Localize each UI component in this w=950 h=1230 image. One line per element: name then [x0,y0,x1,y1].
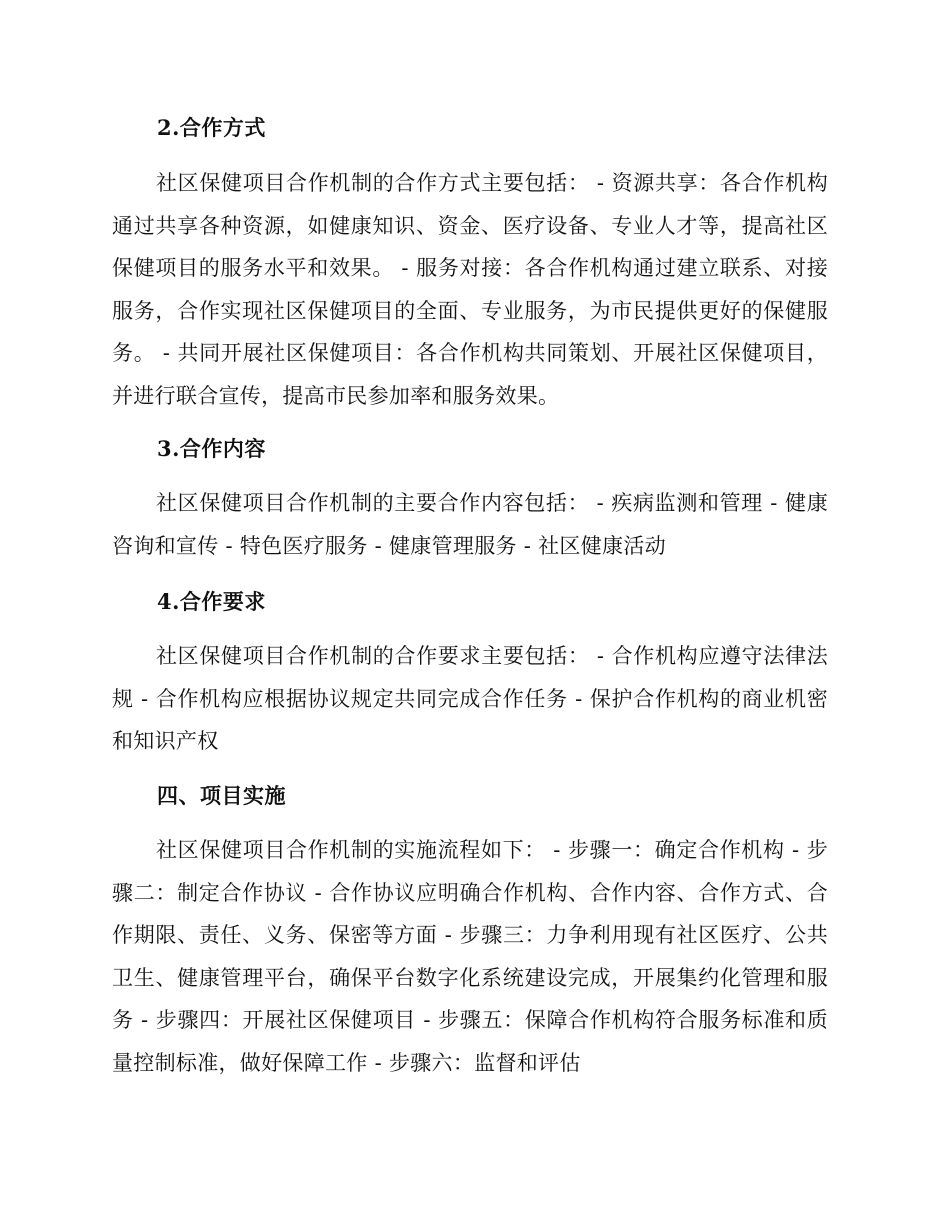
section-body-cooperation-method: 社区保健项目合作机制的合作方式主要包括： - 资源共享：各合作机构通过共享各种资源，如健康知识、资金、医疗设备、专业人才等，提高社区保健项目的服务水平和效果。 - 服务对接：各合作机构通过建立联系、对接服务，合作实现社区保健项目的全面、专业服务，为市民提供更好的保健服务。 - 共同开展社区保健项目：各合作机构共同策划、开展社区保健项目，并进行联合宣传，提高市民参加率和服务效果。 [112,171,828,408]
section-heading-cooperation-requirements: 4.合作要求 [157,589,266,614]
section-body-project-implementation: 社区保健项目合作机制的实施流程如下： - 步骤一：确定合作机构 - 步骤二：制定合作协议 - 合作协议应明确合作机构、合作内容、合作方式、合作期限、责任、义务、保密等方面 - 步骤三：力争利用现有社区医疗、公共卫生、健康管理平台，确保平台数字化系统建设完成，开展集约化管理和服务 - 步骤四：开展社区保健项目 - 步骤五：保障合作机构符合服务标准和质量控制标准，做好保障工作 - 步骤六：监督和评估 [112,838,828,1075]
section-heading-project-implementation: 四、项目实施 [157,783,286,808]
section-heading-cooperation-content: 3.合作内容 [157,436,266,461]
section-heading-cooperation-method: 2.合作方式 [157,115,266,140]
section-body-cooperation-requirements: 社区保健项目合作机制的合作要求主要包括： - 合作机构应遵守法律法规 - 合作机构应根据协议规定共同完成合作任务 - 保护合作机构的商业机密和知识产权 [112,644,828,753]
section-body-cooperation-content: 社区保健项目合作机制的主要合作内容包括： - 疾病监测和管理 - 健康咨询和宣传 - 特色医疗服务 - 健康管理服务 - 社区健康活动 [112,491,828,558]
